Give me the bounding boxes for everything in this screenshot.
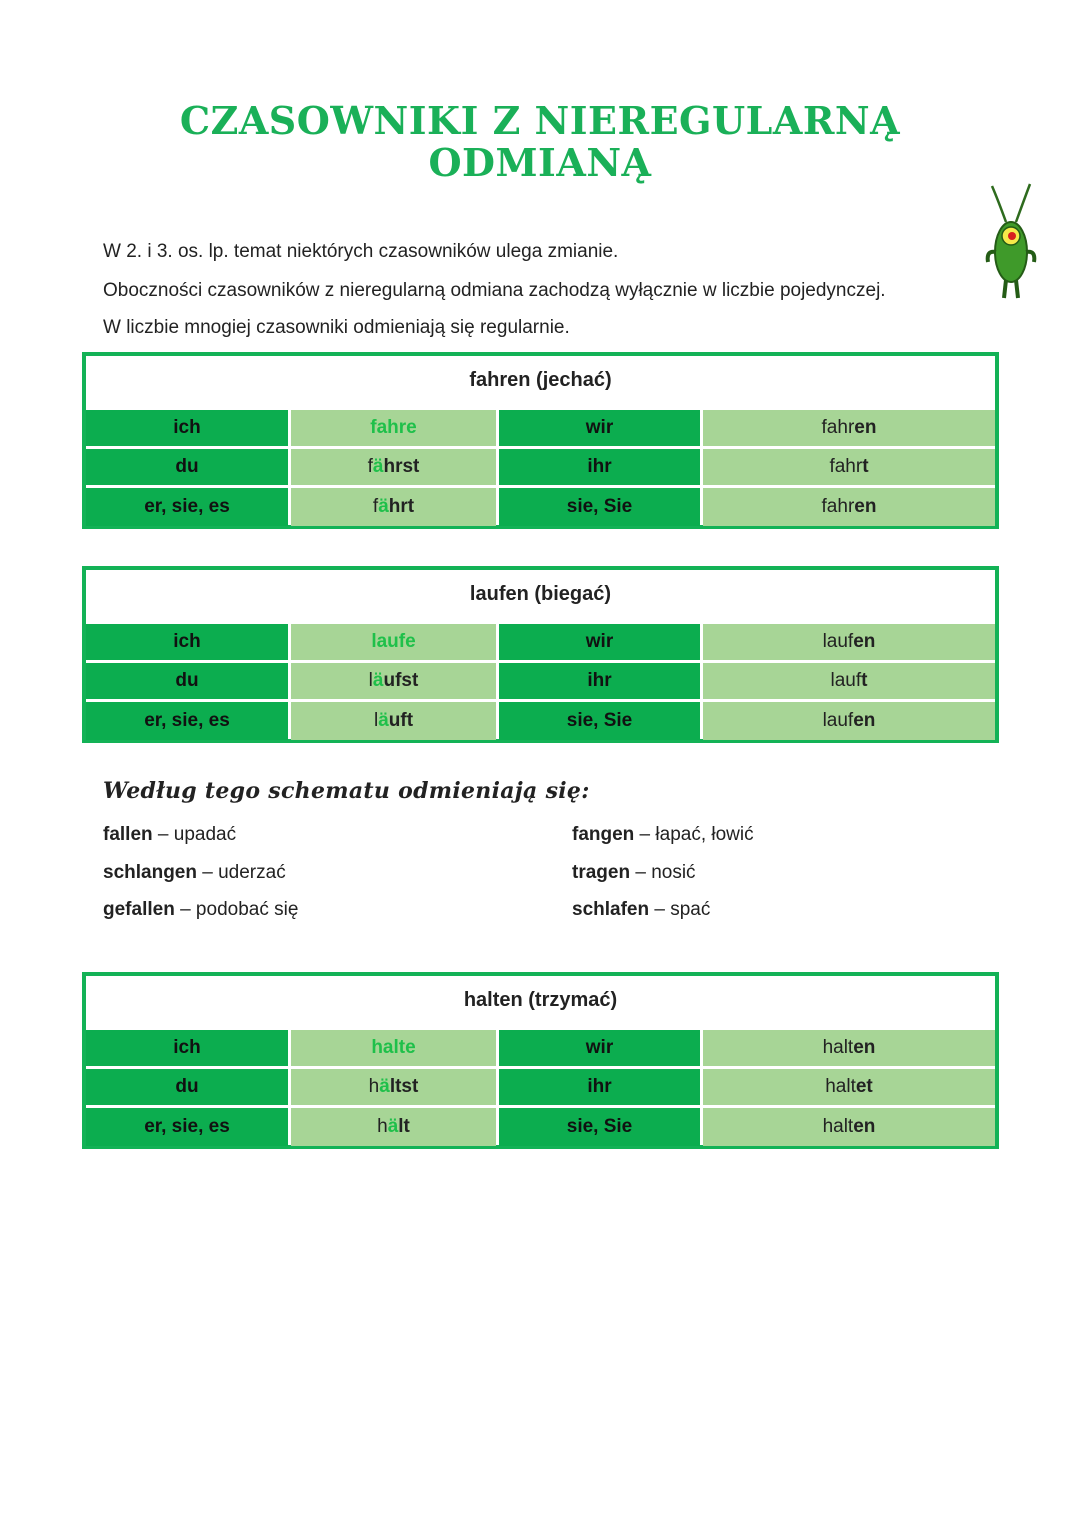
- table-heading: laufen (biegać): [469, 583, 612, 605]
- pronoun-cell: er, sie, es: [86, 1108, 288, 1146]
- vocab-item: [572, 862, 696, 884]
- vocab-meaning: – upadać: [152, 824, 237, 845]
- vocab-word: fallen: [103, 824, 153, 845]
- title-line-1: CZASOWNIKI Z NIEREGULARNĄ: [179, 98, 901, 143]
- verb-stem: fahr: [821, 496, 855, 517]
- verb-form-cell: [703, 449, 995, 485]
- vocab-word: gefallen: [103, 899, 175, 920]
- pronoun-cell: ihr: [499, 1069, 700, 1105]
- intro-line-3: W liczbie mnogiej czasowniki odmieniają się regularnie.: [103, 317, 570, 338]
- conjugation-grid: [86, 1028, 995, 1145]
- verb-stem: fahr: [829, 456, 863, 477]
- verb-ending: hrt: [388, 496, 415, 517]
- vocab-word: schlafen: [572, 899, 650, 920]
- verb-form-cell: [703, 1069, 995, 1105]
- verb-ending: et: [855, 1076, 873, 1097]
- verb-form-cell: [703, 663, 995, 699]
- pronoun-cell: er, sie, es: [86, 488, 288, 526]
- verb-form-cell: [703, 1108, 995, 1146]
- vocab-meaning: – podobać się: [174, 899, 299, 920]
- plankton-mascot-icon: [978, 180, 1044, 302]
- verb-stem: halt: [822, 1116, 854, 1137]
- verb-umlaut: ä: [372, 670, 384, 691]
- pronoun-cell: ich: [86, 410, 288, 446]
- verb-ending: en: [853, 710, 876, 731]
- verb-stem: f: [372, 496, 379, 517]
- verb-form-cell: [291, 702, 496, 740]
- verb-umlaut: ä: [378, 710, 389, 731]
- pronoun-cell: ich: [86, 1030, 288, 1066]
- verb-form-cell: [291, 1108, 496, 1146]
- verb-ending: ufst: [383, 670, 419, 691]
- pronoun-cell: wir: [499, 1030, 700, 1066]
- verb-form-cell: [291, 449, 496, 485]
- pronoun-cell: ihr: [499, 663, 700, 699]
- verb-stem: f: [367, 456, 373, 477]
- vocab-meaning: – spać: [649, 899, 711, 920]
- verb-form-cell: [703, 488, 995, 526]
- page-title: [0, 100, 1080, 184]
- verb-umlaut: laufe: [371, 631, 416, 652]
- schema-heading: Według tego schematu odmieniają się:: [103, 778, 590, 804]
- verb-ending: en: [854, 417, 877, 438]
- pronoun-cell: du: [86, 449, 288, 485]
- vocab-item: [572, 899, 710, 921]
- verb-form-cell: [703, 1030, 995, 1066]
- vocab-meaning: – uderzać: [196, 862, 286, 883]
- verb-form-cell: [291, 624, 496, 660]
- verb-umlaut: ä: [379, 1076, 390, 1097]
- verb-form-cell: [291, 1030, 496, 1066]
- verb-stem: lauf: [822, 710, 854, 731]
- verb-umlaut: ä: [387, 1116, 399, 1137]
- verb-stem: fahr: [821, 417, 855, 438]
- verb-umlaut: fahre: [370, 417, 417, 438]
- verb-umlaut: halte: [371, 1037, 416, 1058]
- verb-ending: uft: [388, 710, 414, 731]
- vocab-meaning: – łapać, łowić: [634, 824, 754, 845]
- verb-ending: hrst: [383, 456, 420, 477]
- verb-form-cell: [291, 488, 496, 526]
- pronoun-cell: sie, Sie: [499, 1108, 700, 1146]
- verb-umlaut: ä: [378, 496, 389, 517]
- vocab-word: schlangen: [103, 862, 197, 883]
- title-line-2: ODMIANĄ: [428, 140, 652, 185]
- intro-line-1: W 2. i 3. os. lp. temat niektórych czasowników ulega zmianie.: [103, 241, 619, 262]
- verb-form-cell: [291, 410, 496, 446]
- vocab-word: fangen: [572, 824, 635, 845]
- verb-ending: en: [853, 631, 876, 652]
- verb-stem: halt: [825, 1076, 856, 1097]
- vocab-item: [572, 824, 754, 846]
- verb-form-cell: [291, 663, 496, 699]
- pronoun-cell: ich: [86, 624, 288, 660]
- conjugation-grid: [86, 622, 995, 739]
- pronoun-cell: wir: [499, 624, 700, 660]
- vocab-meaning: – nosić: [630, 862, 696, 883]
- verb-form-cell: [703, 624, 995, 660]
- verb-stem: l: [373, 710, 379, 731]
- verb-form-cell: [703, 702, 995, 740]
- table-halten: [82, 972, 999, 1149]
- verb-stem: l: [368, 670, 373, 691]
- pronoun-cell: ihr: [499, 449, 700, 485]
- verb-stem: lauf: [822, 631, 854, 652]
- verb-ending: en: [854, 496, 877, 517]
- verb-ending: en: [853, 1116, 876, 1137]
- verb-stem: h: [368, 1076, 380, 1097]
- pronoun-cell: sie, Sie: [499, 702, 700, 740]
- verb-umlaut: ä: [372, 456, 384, 477]
- table-laufen: [82, 566, 999, 743]
- verb-ending: t: [861, 670, 868, 691]
- pronoun-cell: er, sie, es: [86, 702, 288, 740]
- pronoun-cell: sie, Sie: [499, 488, 700, 526]
- vocab-item: [103, 862, 286, 884]
- verb-stem: h: [377, 1116, 388, 1137]
- verb-ending: ltst: [389, 1076, 419, 1097]
- verb-ending: t: [862, 456, 869, 477]
- verb-ending: en: [853, 1037, 876, 1058]
- vocab-item: [103, 899, 298, 921]
- pronoun-cell: wir: [499, 410, 700, 446]
- pronoun-cell: du: [86, 663, 288, 699]
- table-fahren: [82, 352, 999, 529]
- pronoun-cell: du: [86, 1069, 288, 1105]
- verb-form-cell: [703, 410, 995, 446]
- table-heading: fahren (jechać): [469, 369, 612, 391]
- verb-ending: lt: [398, 1116, 410, 1137]
- conjugation-grid: [86, 408, 995, 525]
- verb-stem: halt: [822, 1037, 854, 1058]
- vocab-item: [103, 824, 236, 846]
- table-heading: halten (trzymać): [463, 989, 618, 1011]
- verb-form-cell: [291, 1069, 496, 1105]
- intro-line-2: Oboczności czasowników z nieregularną odmiana zachodzą wyłącznie w liczbie pojedynczej.: [103, 280, 886, 301]
- verb-stem: lauf: [830, 670, 862, 691]
- vocab-word: tragen: [572, 862, 631, 883]
